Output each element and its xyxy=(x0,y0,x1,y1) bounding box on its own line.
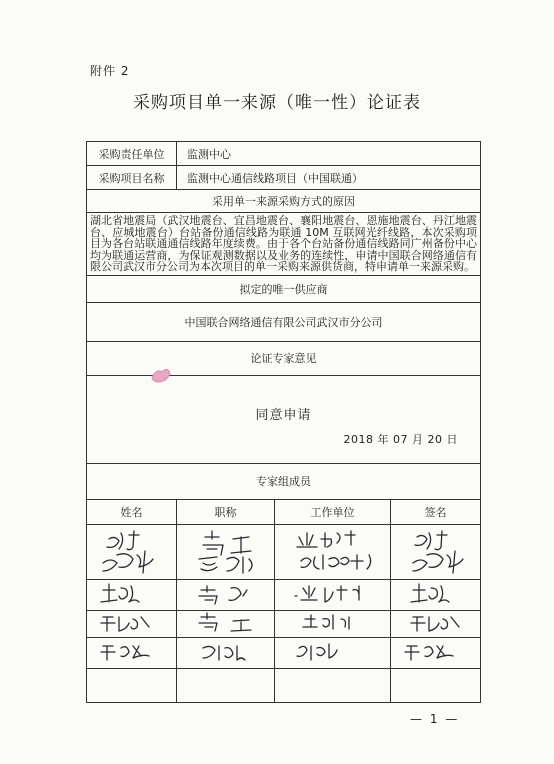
experts-header: 专家组成员 xyxy=(87,463,481,499)
row-experts-header xyxy=(87,463,481,499)
handwriting-workplace-4 xyxy=(275,638,391,668)
row-supplier-header xyxy=(87,275,481,302)
handwriting-title-2 xyxy=(177,580,275,610)
justification-form xyxy=(86,141,481,703)
expert-signature-2 xyxy=(391,579,481,610)
expert-signature-1 xyxy=(391,524,481,579)
expert-row xyxy=(87,579,481,610)
expert-name-handwriting xyxy=(87,610,177,637)
expert-title-handwriting xyxy=(177,610,275,637)
expert-title-handwriting xyxy=(177,524,275,579)
supplier-header: 拟定的唯一供应商 xyxy=(87,275,481,302)
expert-workplace-handwriting xyxy=(275,524,391,579)
page-number: — 1 — xyxy=(410,712,460,726)
handwriting-name-1 xyxy=(87,525,177,579)
opinion-text: 同意申请 xyxy=(255,407,312,423)
document-title: 采购项目单一来源（唯一性）论证表 xyxy=(133,93,421,113)
col-workplace: 工作单位 xyxy=(275,499,391,524)
handwriting-signature-1 xyxy=(391,525,481,579)
expert-title-handwriting xyxy=(177,579,275,610)
expert-row xyxy=(87,610,481,637)
expert-name-handwriting xyxy=(87,637,177,668)
expert-workplace-handwriting xyxy=(275,637,391,668)
project-label: 采购项目名称 xyxy=(87,166,177,190)
supplier-value: 中国联合网络通信有限公司武汉市分公司 xyxy=(87,302,481,341)
opinion-date: 2018 年 07 月 20 日 xyxy=(343,432,459,446)
reason-text: 湖北省地震局（武汉地震台、宜昌地震台、襄阳地震台、恩施地震台、丹江地震台、应城地震台）台站备份通信线路为联通 10M 互联网光纤线路，本次采购项目为各台站联通通信线路年度续费。由于各个台站备份通信线路同广州备份中心均为联通运营商，为保证观测数据以及业务的连续性，申请中国联合网络通信有限公司武汉市分公司为本次项目的单一采购来源供货商，特申请单一来源采购。 xyxy=(87,213,481,276)
handwriting-workplace-3 xyxy=(275,611,391,637)
expert-workplace-handwriting xyxy=(275,610,391,637)
row-reason-text xyxy=(87,213,481,276)
project-value: 监测中心通信线路项目（中国联通） xyxy=(177,166,481,190)
reason-header: 采用单一来源采购方式的原因 xyxy=(87,190,481,213)
row-opinion xyxy=(87,375,481,463)
empty-cell xyxy=(391,668,481,702)
handwriting-title-4 xyxy=(177,638,275,668)
empty-cell xyxy=(87,668,177,702)
expert-row xyxy=(87,637,481,668)
row-opinion-header xyxy=(87,341,481,375)
ink-smudge xyxy=(148,364,174,384)
col-name: 姓名 xyxy=(87,499,177,524)
unit-label: 采购责任单位 xyxy=(87,142,177,166)
col-signature: 签名 xyxy=(391,499,481,524)
expert-name-handwriting xyxy=(87,524,177,579)
handwriting-workplace-1 xyxy=(275,525,391,579)
handwriting-title-1 xyxy=(177,525,275,579)
handwriting-workplace-2 xyxy=(275,580,391,610)
handwriting-signature-4 xyxy=(391,638,481,668)
expert-title-handwriting xyxy=(177,637,275,668)
row-unit xyxy=(87,142,481,166)
unit-value: 监测中心 xyxy=(177,142,481,166)
col-title: 职称 xyxy=(177,499,275,524)
expert-signature-4 xyxy=(391,637,481,668)
row-column-headers xyxy=(87,499,481,524)
expert-workplace-handwriting xyxy=(275,579,391,610)
handwriting-name-3 xyxy=(87,611,177,637)
handwriting-signature-2 xyxy=(391,580,481,610)
row-project xyxy=(87,166,481,190)
row-supplier-value xyxy=(87,302,481,341)
handwriting-signature-3 xyxy=(391,611,481,637)
row-reason-header xyxy=(87,190,481,213)
expert-name-handwriting xyxy=(87,579,177,610)
handwriting-name-2 xyxy=(87,580,177,610)
attachment-label: 附件 2 xyxy=(90,64,130,78)
empty-cell xyxy=(275,668,391,702)
opinion-header: 论证专家意见 xyxy=(87,341,481,375)
empty-cell xyxy=(177,668,275,702)
expert-row xyxy=(87,524,481,579)
expert-signature-3 xyxy=(391,610,481,637)
handwriting-title-3 xyxy=(177,611,275,637)
handwriting-name-4 xyxy=(87,638,177,668)
opinion-cell xyxy=(87,375,481,463)
empty-row xyxy=(87,668,481,702)
